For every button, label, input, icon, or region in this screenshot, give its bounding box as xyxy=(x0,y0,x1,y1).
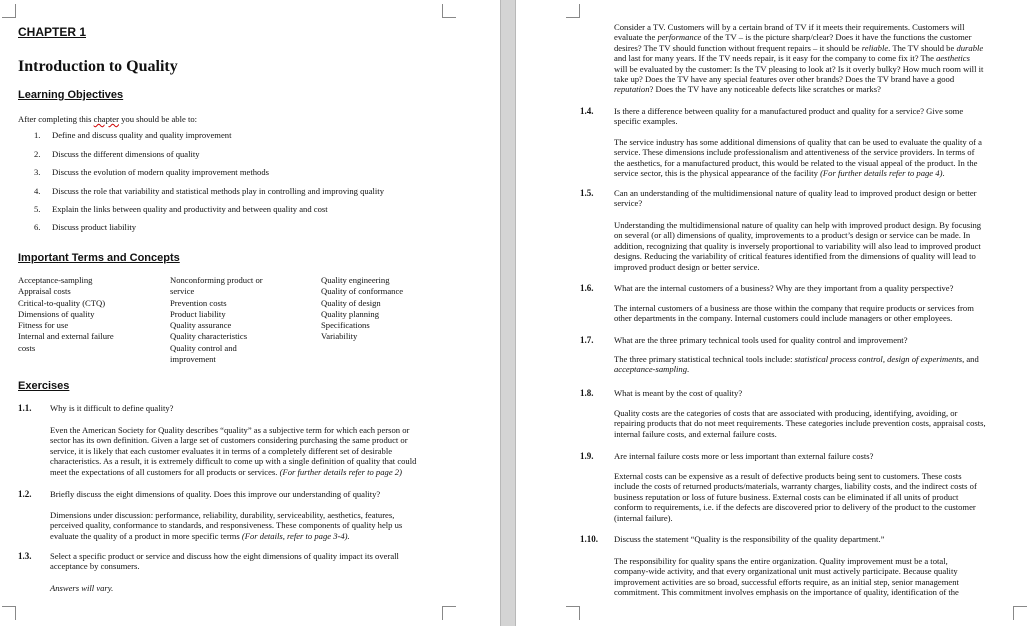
term-item: Quality assurance xyxy=(170,320,232,331)
term-item: Prevention costs xyxy=(170,297,227,308)
term-item: Fitness for use xyxy=(18,320,69,331)
exercise-number: 1.3. xyxy=(18,551,32,561)
term-item: service xyxy=(170,286,195,297)
term-item: Quality characteristics xyxy=(170,331,248,342)
exercise-number: 1.7. xyxy=(580,335,594,345)
term-item: costs xyxy=(18,342,36,353)
exercise-answer: The three primary statistical technical tools include: statistical process control, design of experiments, and acceptance-sampling. xyxy=(614,354,979,375)
exercise-number: 1.8. xyxy=(580,388,594,398)
term-item: Quality control and xyxy=(170,342,237,353)
objective-number: 1. xyxy=(34,130,41,140)
objective-text: Discuss the different dimensions of quality xyxy=(52,149,200,159)
term-item: Quality of conformance xyxy=(321,286,404,297)
exercise-answer: The responsibility for quality spans the entire organization. Quality improvement must be a total, company-wide activity, and that every organizational unit must actively participate. Because quality improvement activities are so broad, successful efforts require, as an initial step, senior management commitment. This commitment involves emphasis on the importance of quality, identification of the xyxy=(614,556,959,598)
term-item: Variability xyxy=(321,331,358,342)
crop-mark-top-left xyxy=(2,4,16,18)
crop-mark-bottom-right xyxy=(442,606,456,620)
exercise-answer: Answers will vary. xyxy=(50,583,114,593)
exercise-number: 1.1. xyxy=(18,403,32,413)
objective-text: Discuss the role that variability and statistical methods play in controlling and improving quality xyxy=(52,186,384,196)
terms-column-1 xyxy=(18,275,114,354)
exercise-question: Can an understanding of the multidimensional nature of quality lead to improved product design or better service? xyxy=(614,188,977,209)
term-item: improvement xyxy=(170,354,216,365)
term-item: Internal and external failure xyxy=(18,331,114,342)
exercise-answer: Quality costs are the categories of costs that are associated with producing, identifying, avoiding, or repairing products that do not meet requirements. These categories include prevention costs, appraisal costs, internal failure costs, and external failure costs. xyxy=(614,408,986,439)
exercise-number: 1.9. xyxy=(580,451,594,461)
exercise-number: 1.4. xyxy=(580,106,594,116)
crop-mark-bottom-left xyxy=(2,606,16,620)
crop-mark-top-left xyxy=(566,4,580,18)
terms-column-2 xyxy=(170,275,263,365)
term-item: Acceptance-sampling xyxy=(18,275,93,285)
exercises-heading: Exercises xyxy=(18,380,70,392)
exercise-number: 1.10. xyxy=(580,534,598,544)
exercise-answer: The service industry has some additional dimensions of quality that can be used to evaluate the quality of a service. These dimensions include professionalism and attentiveness of the service providers. In terms of the aesthetics, for a manufactured product, this would be related to the visual appeal of the product. In the service sector, this is the physical appearance of the facility (For further details refer to page 4). xyxy=(614,137,982,179)
objectives-intro: After completing this chapter you should be able to: xyxy=(18,114,198,124)
exercise-question: Select a specific product or service and discuss how the eight dimensions of quality impact its overall acceptance by consumers. xyxy=(50,551,399,572)
exercise-number: 1.2. xyxy=(18,489,32,499)
exercise-answer: The internal customers of a business are those within the company that require products or services from other departments in the company. Internal customers could include managers or other employees. xyxy=(614,303,974,324)
objective-number: 2. xyxy=(34,149,41,159)
exercise-number: 1.5. xyxy=(580,188,594,198)
term-item: Critical-to-quality (CTQ) xyxy=(18,297,106,308)
objective-text: Explain the links between quality and productivity and between quality and cost xyxy=(52,204,328,214)
term-item: Dimensions of quality xyxy=(18,308,95,319)
exercise-question: Briefly discuss the eight dimensions of quality. Does this improve our understanding of quality? xyxy=(50,489,381,499)
exercise-question: What are the three primary technical tools used for quality control and improvement? xyxy=(614,335,908,345)
exercise-answer: Even the American Society for Quality describes “quality” as a subjective term for which each person or sector has its own definition. Given a large set of customers considering purchasing the same product or service, it is likely that each customer evaluates it in terms of a completely different set of desirable characteristics. As a result, it is extremely difficult to come up with a single definition of quality that could meet the expectations of all customers for all products or services. (For further details refer to page 2) xyxy=(50,425,417,477)
left-page xyxy=(0,0,500,626)
objective-number: 3. xyxy=(34,167,41,177)
exercise-question: What are the internal customers of a business? Why are they important from a quality perspective? xyxy=(614,283,954,293)
crop-mark-bottom-left xyxy=(566,606,580,620)
objective-number: 6. xyxy=(34,222,41,232)
term-item: Specifications xyxy=(321,320,370,331)
crop-mark-bottom-right xyxy=(1013,606,1027,620)
term-item: Quality planning xyxy=(321,308,379,319)
term-item: Appraisal costs xyxy=(18,286,71,297)
continued-answer: Consider a TV. Customers will by a certain brand of TV if it meets their requirements. Customers will evaluate the performance of the TV – is the picture sharp/clear? Does it have the functions the customer desires? The TV should function without frequent repairs – it should be reliable. The TV should be durable and last for many years. If the TV needs repair, is it easy for the company to come fix it? The aesthetics will be evaluated by the customer: Is the TV pleasing to look at? Is it overly bulky? How much room will it take up? Does the TV have any special features over other brands? Does the TV brand have a good reputation? Does the TV have any noticeable defects like scratches or marks? xyxy=(614,22,984,95)
chapter-title: Introduction to Quality xyxy=(18,58,178,75)
exercise-question: Is there a difference between quality for a manufactured product and quality for a service? Give some specific examples. xyxy=(614,106,964,127)
crop-mark-top-right xyxy=(442,4,456,18)
exercise-question: Discuss the statement “Quality is the responsibility of the quality department.” xyxy=(614,534,885,544)
objective-text: Discuss product liability xyxy=(52,222,137,232)
chapter-label: CHAPTER 1 xyxy=(18,25,87,39)
exercise-question: Are internal failure costs more or less important than external failure costs? xyxy=(614,451,874,461)
objective-number: 4. xyxy=(34,186,41,196)
terms-column-3 xyxy=(321,275,403,343)
terms-heading: Important Terms and Concepts xyxy=(18,252,180,264)
term-item: Quality engineering xyxy=(321,275,390,285)
objective-number: 5. xyxy=(34,204,41,214)
exercise-number: 1.6. xyxy=(580,283,594,293)
term-item: Nonconforming product or xyxy=(170,275,263,285)
page-gutter xyxy=(500,0,516,626)
exercise-answer: Dimensions under discussion: performance, reliability, durability, serviceability, aesthetics, features, perceived quality, conformance to standards, and responsiveness. These components of quality help us evaluate the quality of a product in more specific terms (For details, refer to page 3-4). xyxy=(50,510,403,541)
term-item: Product liability xyxy=(170,308,226,319)
exercise-question: Why is it difficult to define quality? xyxy=(50,403,174,413)
learning-objectives-heading: Learning Objectives xyxy=(18,89,124,101)
exercise-question: What is meant by the cost of quality? xyxy=(614,388,743,398)
objective-text: Discuss the evolution of modern quality improvement methods xyxy=(52,167,269,177)
right-page xyxy=(516,0,1027,626)
term-item: Quality of design xyxy=(321,297,381,308)
exercise-answer: External costs can be expensive as a result of defective products being sent to customers. These costs include the costs of returned products/materials, warranty charges, liability costs, and the indirect costs of business reputation or loss of future business. External costs can be eliminated if all units of product conform to requirements, i.e. if the defects are discovered prior to delivery of the product to the customer (internal failure). xyxy=(614,471,977,523)
exercise-answer: Understanding the multidimensional nature of quality can help with improved product design. By focusing on several (or all) dimensions of quality, improvements to a product’s design or service can be made. In addition, recognizing that quality is inversely proportional to variability will also lead to improved product designs. Reducing the variability of critical features identified from the dimensions of quality will lead to improved product design or better service. xyxy=(614,220,982,272)
objective-text: Define and discuss quality and quality improvement xyxy=(52,130,232,140)
